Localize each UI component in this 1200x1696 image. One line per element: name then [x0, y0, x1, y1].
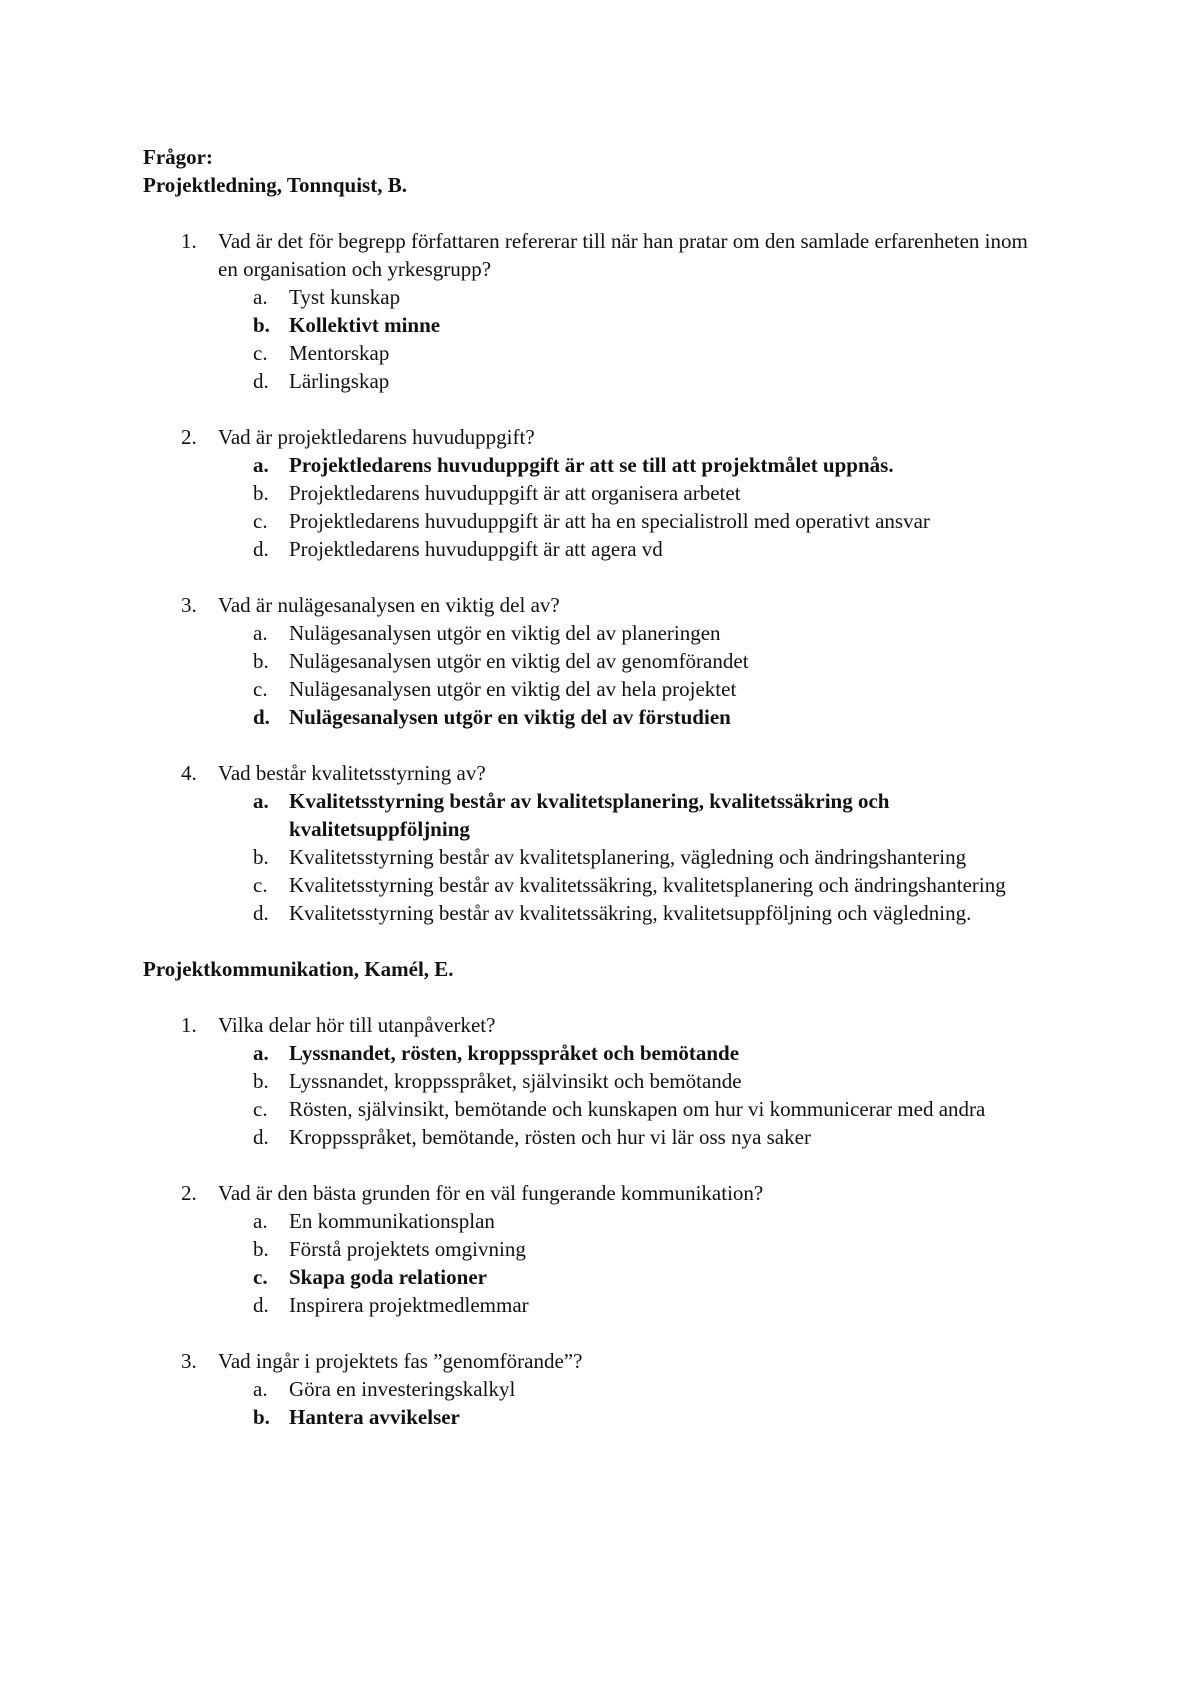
answer-option — [143, 1067, 1043, 1095]
option-letter: a. — [253, 453, 269, 477]
option-text: Kvalitetsstyrning består av kvalitetssäkring, kvalitetsplanering och ändringshantering — [289, 873, 1006, 897]
option-text: Inspirera projektmedlemmar — [289, 1293, 529, 1317]
answer-option — [143, 1375, 1043, 1403]
answer-option — [143, 283, 1043, 311]
question — [143, 759, 1043, 927]
option-text: Nulägesanalysen utgör en viktig del av genomförandet — [289, 649, 749, 673]
answer-option — [143, 1123, 1043, 1151]
spacer — [143, 983, 1043, 1011]
option-text: Projektledarens huvuduppgift är att se till att projektmålet uppnås. — [289, 453, 894, 477]
option-letter: d. — [253, 537, 269, 561]
option-letter: b. — [253, 845, 269, 869]
option-letter: c. — [253, 341, 268, 365]
spacer — [143, 395, 1043, 423]
question-row — [143, 227, 1043, 283]
answer-option — [143, 843, 1043, 871]
spacer — [143, 731, 1043, 759]
option-text: Förstå projektets omgivning — [289, 1237, 526, 1261]
option-letter: a. — [253, 1041, 269, 1065]
question-number: 2. — [181, 425, 197, 449]
answer-option-correct — [143, 703, 1043, 731]
answer-option — [143, 1235, 1043, 1263]
option-text: Kollektivt minne — [289, 313, 441, 337]
answer-option-correct — [143, 1403, 1043, 1431]
spacer — [143, 1319, 1043, 1347]
question-row — [143, 423, 1043, 451]
section-heading: Projektledning, Tonnquist, B. — [143, 173, 407, 197]
answer-options — [143, 1207, 1043, 1319]
page-title: Frågor: — [143, 145, 213, 169]
spacer — [143, 563, 1043, 591]
question-row — [143, 759, 1043, 787]
option-letter: c. — [253, 873, 268, 897]
option-text: Tyst kunskap — [289, 285, 401, 309]
option-text: Rösten, självinsikt, bemötande och kunskapen om hur vi kommunicerar med andra — [289, 1097, 986, 1121]
question — [143, 1011, 1043, 1151]
option-text: Nulägesanalysen utgör en viktig del av planeringen — [289, 621, 721, 645]
answer-option-correct — [143, 451, 1043, 479]
option-letter: d. — [253, 705, 270, 729]
option-letter: d. — [253, 369, 269, 393]
spacer — [143, 1151, 1043, 1179]
question-row — [143, 1179, 1043, 1207]
question — [143, 1347, 1043, 1431]
question-text: Vad är den bästa grunden för en väl fungerande kommunikation? — [218, 1181, 764, 1205]
option-letter: b. — [253, 313, 270, 337]
answer-options — [143, 1039, 1043, 1151]
option-text: Lyssnandet, rösten, kroppsspråket och bemötande — [289, 1041, 740, 1065]
answer-options — [143, 283, 1043, 395]
option-letter: a. — [253, 1377, 268, 1401]
option-letter: a. — [253, 285, 268, 309]
option-letter: c. — [253, 1097, 268, 1121]
option-text: Lärlingskap — [289, 369, 390, 393]
option-text: Nulägesanalysen utgör en viktig del av förstudien — [289, 705, 731, 729]
document-page — [143, 143, 1043, 1431]
option-text: Kvalitetsstyrning består av kvalitetssäkring, kvalitetsuppföljning och vägledning. — [289, 901, 972, 925]
option-letter: c. — [253, 677, 268, 701]
option-text: Kvalitetsstyrning består av kvalitetsplanering, vägledning och ändringshantering — [289, 845, 967, 869]
answer-option — [143, 479, 1043, 507]
option-letter: a. — [253, 789, 269, 813]
option-letter: d. — [253, 901, 269, 925]
answer-option — [143, 871, 1043, 899]
option-letter: d. — [253, 1125, 269, 1149]
option-letter: b. — [253, 481, 269, 505]
question-text: Vad är projektledarens huvuduppgift? — [218, 425, 535, 449]
option-letter: b. — [253, 649, 269, 673]
question-number: 4. — [181, 761, 197, 785]
option-text: Göra en investeringskalkyl — [289, 1377, 516, 1401]
question-row — [143, 591, 1043, 619]
sections-container — [143, 171, 1043, 1431]
answer-option — [143, 675, 1043, 703]
answer-options — [143, 619, 1043, 731]
question-number: 1. — [181, 229, 197, 253]
question-text: Vad är det för begrepp författaren refererar till när han pratar om den samlade erfarenheten inom en organisation och yrkesgrupp? — [218, 229, 1028, 281]
answer-option — [143, 507, 1043, 535]
option-text: Projektledarens huvuduppgift är att agera vd — [289, 537, 663, 561]
spacer — [143, 199, 1043, 227]
answer-options — [143, 1375, 1043, 1431]
option-text: Lyssnandet, kroppsspråket, självinsikt och bemötande — [289, 1069, 742, 1093]
answer-options — [143, 787, 1043, 927]
option-letter: a. — [253, 621, 268, 645]
question-text: Vad ingår i projektets fas ”genomförande”? — [218, 1349, 583, 1373]
answer-option — [143, 1207, 1043, 1235]
answer-option — [143, 1291, 1043, 1319]
question-number: 1. — [181, 1013, 197, 1037]
option-text: Kroppsspråket, bemötande, rösten och hur vi lär oss nya saker — [289, 1125, 811, 1149]
option-text: Mentorskap — [289, 341, 390, 365]
option-letter: b. — [253, 1069, 269, 1093]
answer-option — [143, 339, 1043, 367]
question — [143, 227, 1043, 395]
answer-option-correct — [143, 787, 1043, 843]
answer-option-correct — [143, 311, 1043, 339]
answer-option — [143, 899, 1043, 927]
option-text: Projektledarens huvuduppgift är att organisera arbetet — [289, 481, 741, 505]
question-row — [143, 1347, 1043, 1375]
answer-option — [143, 535, 1043, 563]
option-text: Nulägesanalysen utgör en viktig del av hela projektet — [289, 677, 737, 701]
answer-option-correct — [143, 1263, 1043, 1291]
option-letter: d. — [253, 1293, 269, 1317]
answer-options — [143, 451, 1043, 563]
answer-option — [143, 647, 1043, 675]
option-letter: c. — [253, 509, 268, 533]
question-text: Vad består kvalitetsstyrning av? — [218, 761, 486, 785]
option-letter: a. — [253, 1209, 268, 1233]
option-text: Projektledarens huvuduppgift är att ha en specialistroll med operativt ansvar — [289, 509, 930, 533]
option-text: Hantera avvikelser — [289, 1405, 460, 1429]
question-number: 3. — [181, 1349, 197, 1373]
option-text: Skapa goda relationer — [289, 1265, 487, 1289]
question-row — [143, 1011, 1043, 1039]
section-heading: Projektkommunikation, Kamél, E. — [143, 957, 454, 981]
question — [143, 423, 1043, 563]
option-letter: c. — [253, 1265, 268, 1289]
option-text: En kommunikationsplan — [289, 1209, 495, 1233]
answer-option-correct — [143, 1039, 1043, 1067]
question — [143, 591, 1043, 731]
option-letter: b. — [253, 1405, 270, 1429]
question-text: Vad är nulägesanalysen en viktig del av? — [218, 593, 560, 617]
question-number: 3. — [181, 593, 197, 617]
answer-option — [143, 619, 1043, 647]
question-text: Vilka delar hör till utanpåverket? — [218, 1013, 496, 1037]
option-text: Kvalitetsstyrning består av kvalitetsplanering, kvalitetssäkring och kvalitetsuppföljning — [289, 789, 890, 841]
question-number: 2. — [181, 1181, 197, 1205]
question — [143, 1179, 1043, 1319]
answer-option — [143, 367, 1043, 395]
spacer — [143, 927, 1043, 955]
option-letter: b. — [253, 1237, 269, 1261]
answer-option — [143, 1095, 1043, 1123]
